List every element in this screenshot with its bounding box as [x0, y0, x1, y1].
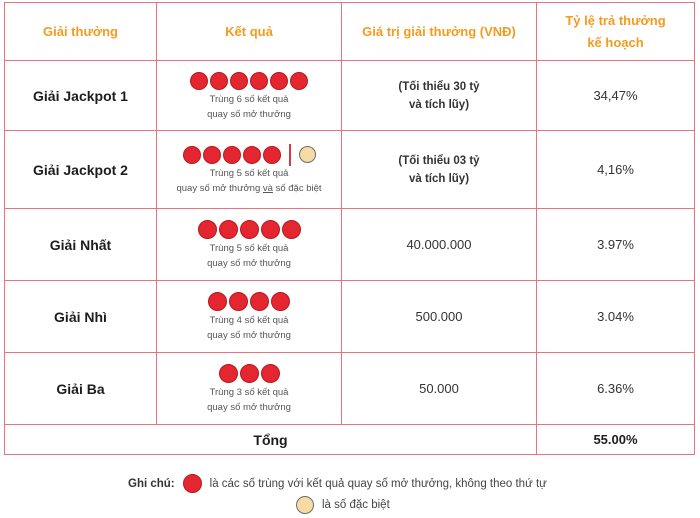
- result-cell: [157, 281, 342, 353]
- red-ball-icon: [250, 292, 269, 311]
- value-cell: 500.000: [342, 281, 537, 353]
- note-row-ball: [128, 474, 547, 493]
- red-ball-icon: [183, 474, 202, 493]
- header-prize: Giải thưởng: [5, 3, 157, 61]
- red-ball-icon: [270, 72, 288, 90]
- red-ball-icon: [219, 220, 238, 239]
- red-ball-icon: [203, 146, 221, 164]
- value-cell: [342, 131, 537, 209]
- red-ball-icon: [243, 146, 261, 164]
- table-row: [5, 281, 695, 353]
- table-row: [5, 209, 695, 281]
- value-cell: 40.000.000: [342, 209, 537, 281]
- note-special-text: là số đặc biệt: [322, 499, 390, 511]
- value-cell: [342, 61, 537, 131]
- prize-name: Giải Nhất: [5, 209, 157, 281]
- header-row: [5, 3, 695, 61]
- value-cell: 50.000: [342, 353, 537, 425]
- red-ball-icon: [183, 146, 201, 164]
- notes-section: [0, 466, 700, 518]
- prize-name: Giải Jackpot 1: [5, 61, 157, 131]
- ball-group: [157, 144, 341, 166]
- value-line1: (Tối thiểu 03 tỷ: [398, 154, 480, 167]
- header-value: Giá trị giải thưởng (VNĐ): [342, 3, 537, 61]
- total-value: 55.00%: [537, 425, 695, 455]
- red-ball-icon: [261, 364, 280, 383]
- rate-cell: 34,47%: [537, 61, 695, 131]
- separator-bar: [289, 144, 291, 166]
- red-ball-icon: [282, 220, 301, 239]
- red-ball-icon: [198, 220, 217, 239]
- red-ball-icon: [223, 146, 241, 164]
- rate-cell: 6.36%: [537, 353, 695, 425]
- value-line1: (Tối thiểu 30 tỷ: [398, 80, 480, 93]
- table-row: [5, 131, 695, 209]
- red-ball-icon: [240, 364, 259, 383]
- note-label: Ghi chú:: [128, 477, 175, 490]
- result-line2: quay số mở thưởng: [207, 401, 291, 413]
- total-label: Tổng: [5, 425, 537, 455]
- prize-table: [4, 2, 695, 455]
- red-ball-icon: [190, 72, 208, 90]
- header-result: Kết quả: [157, 3, 342, 61]
- value-line2: và tích lũy): [408, 172, 470, 185]
- result-line1: Trùng 3 số kết quả: [209, 386, 289, 398]
- ball-group: [157, 70, 341, 92]
- red-ball-icon: [229, 292, 248, 311]
- value-line2: và tích lũy): [408, 98, 470, 111]
- red-ball-icon: [208, 292, 227, 311]
- result-line2c: số đặc biệt: [272, 182, 322, 194]
- red-ball-icon: [240, 220, 259, 239]
- red-ball-icon: [219, 364, 238, 383]
- rate-cell: 3.04%: [537, 281, 695, 353]
- result-line2: quay số mở thưởng: [207, 329, 291, 341]
- red-ball-icon: [290, 72, 308, 90]
- red-ball-icon: [271, 292, 290, 311]
- result-line2: quay số mở thưởng: [207, 257, 291, 269]
- prize-name: Giải Nhì: [5, 281, 157, 353]
- table-row: [5, 353, 695, 425]
- red-ball-icon: [263, 146, 281, 164]
- rate-cell: 3.97%: [537, 209, 695, 281]
- note-ball-text: là các số trùng với kết quả quay số mở thưởng, không theo thứ tự: [209, 477, 547, 490]
- ball-group: [157, 363, 341, 385]
- result-line1: Trùng 5 số kết quả: [209, 242, 289, 254]
- result-line2b: và: [262, 182, 273, 194]
- result-line1: Trùng 6 số kết quả: [209, 93, 289, 105]
- result-line2: quay số mở thưởng: [207, 108, 291, 120]
- result-cell: [157, 209, 342, 281]
- special-ball-icon: [296, 496, 314, 514]
- header-rate-line2: kế hoạch: [587, 34, 644, 50]
- total-row: [5, 425, 695, 455]
- table-row: [5, 61, 695, 131]
- ball-group: [157, 291, 341, 313]
- result-line2a: quay số mở thưởng: [176, 182, 263, 194]
- result-line2: [157, 181, 341, 196]
- special-ball-icon: [299, 146, 316, 163]
- header-rate-line1: Tỷ lệ trả thưởng: [565, 12, 666, 28]
- header-rate: [537, 3, 695, 61]
- result-cell: [157, 131, 342, 209]
- red-ball-icon: [261, 220, 280, 239]
- prize-name: Giải Jackpot 2: [5, 131, 157, 209]
- rate-cell: 4,16%: [537, 131, 695, 209]
- red-ball-icon: [210, 72, 228, 90]
- result-cell: [157, 61, 342, 131]
- result-line1: Trùng 5 số kết quả: [209, 167, 289, 179]
- prize-name: Giải Ba: [5, 353, 157, 425]
- result-line1: Trùng 4 số kết quả: [209, 314, 289, 326]
- result-cell: [157, 353, 342, 425]
- red-ball-icon: [250, 72, 268, 90]
- ball-group: [157, 219, 341, 241]
- red-ball-icon: [230, 72, 248, 90]
- note-row-special: [296, 496, 390, 514]
